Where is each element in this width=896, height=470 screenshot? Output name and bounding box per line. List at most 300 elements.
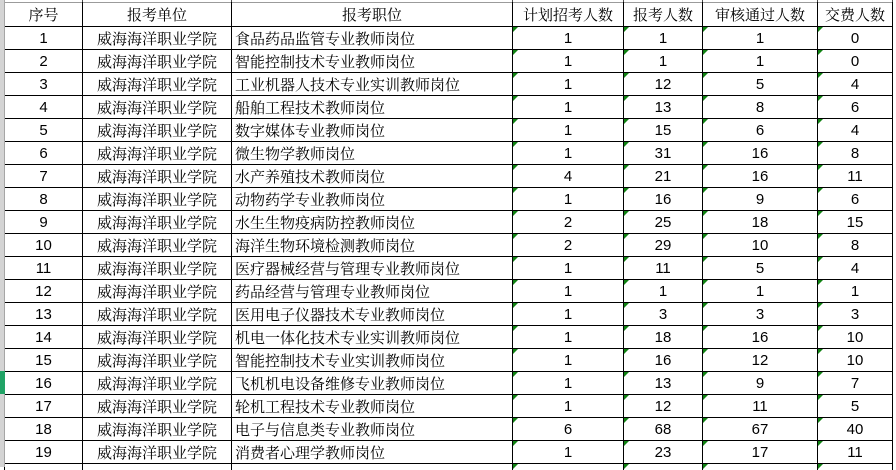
cell-text: 3 xyxy=(39,75,48,93)
cell-planned[interactable] xyxy=(513,73,624,96)
number-stored-as-text-indicator-icon xyxy=(513,257,518,262)
number-stored-as-text-indicator-icon xyxy=(624,280,629,285)
cell-unit[interactable] xyxy=(83,188,232,211)
number-stored-as-text-indicator-icon xyxy=(818,119,823,124)
cell-text: 1 xyxy=(850,282,860,300)
cell-applied[interactable] xyxy=(624,257,703,280)
table-row xyxy=(5,418,893,441)
cell-text: 9 xyxy=(755,374,765,392)
number-stored-as-text-indicator-icon xyxy=(703,418,708,423)
cell-text: 1 xyxy=(563,328,573,346)
cell-text: 1 xyxy=(563,190,573,208)
cell-position[interactable] xyxy=(232,142,513,165)
number-stored-as-text-indicator-icon xyxy=(818,441,823,446)
cell-position[interactable] xyxy=(232,441,513,464)
cell-position[interactable] xyxy=(232,165,513,188)
cell-paid[interactable] xyxy=(818,27,893,50)
cell-text: 10 xyxy=(846,328,864,346)
cell-planned[interactable] xyxy=(513,441,624,464)
cell-approved[interactable] xyxy=(703,165,818,188)
cell-text: 电子与信息类专业教师岗位 xyxy=(235,421,416,439)
cell-unit[interactable] xyxy=(83,303,232,326)
table-row xyxy=(5,303,893,326)
cell-text: 威海海洋职业学院 xyxy=(96,283,217,301)
cell-unit[interactable] xyxy=(83,326,232,349)
cell-approved[interactable] xyxy=(703,280,818,303)
cell-seq[interactable] xyxy=(5,96,83,119)
cell-text: 10 xyxy=(751,236,769,254)
cell-planned[interactable] xyxy=(513,96,624,119)
number-stored-as-text-indicator-icon xyxy=(703,395,708,400)
table-row xyxy=(5,211,893,234)
cell-text: 0 xyxy=(850,29,860,47)
cell-text: 数字媒体专业教师岗位 xyxy=(235,122,386,140)
cell-text: 16 xyxy=(654,190,672,208)
cell-applied[interactable] xyxy=(624,188,703,211)
cell-unit[interactable] xyxy=(83,50,232,73)
cell-planned[interactable] xyxy=(513,418,624,441)
table-body xyxy=(5,27,893,470)
cell-text: 9 xyxy=(755,190,765,208)
cell-text: 5 xyxy=(755,259,765,277)
cell-text: 8 xyxy=(850,144,860,162)
cell-text: 食品药品监管专业教师岗位 xyxy=(235,30,416,48)
cell-approved[interactable] xyxy=(703,96,818,119)
cell-text: 8 xyxy=(39,190,48,208)
cell-applied[interactable] xyxy=(624,73,703,96)
cell-unit[interactable] xyxy=(83,119,232,142)
cell-applied[interactable] xyxy=(624,280,703,303)
number-stored-as-text-indicator-icon xyxy=(624,165,629,170)
cell-planned[interactable] xyxy=(513,395,624,418)
cell-position[interactable] xyxy=(232,27,513,50)
cell-text: 13 xyxy=(35,305,52,323)
cell-seq[interactable] xyxy=(5,303,83,326)
number-stored-as-text-indicator-icon xyxy=(818,234,823,239)
cell-text: 1 xyxy=(563,121,573,139)
number-stored-as-text-indicator-icon xyxy=(513,211,518,216)
gridline-tick xyxy=(82,0,83,2)
gridline-tick xyxy=(512,0,513,2)
cell-text: 7 xyxy=(850,374,860,392)
gridline-tick xyxy=(702,0,703,2)
number-stored-as-text-indicator-icon xyxy=(703,234,708,239)
cell-text: 12 xyxy=(751,351,769,369)
number-stored-as-text-indicator-icon xyxy=(703,27,708,32)
number-stored-as-text-indicator-icon xyxy=(818,73,823,78)
cell-text: 18 xyxy=(751,213,769,231)
cell-position[interactable] xyxy=(232,188,513,211)
number-stored-as-text-indicator-icon xyxy=(703,119,708,124)
cell-text: 威海海洋职业学院 xyxy=(96,329,217,347)
cell-paid[interactable] xyxy=(818,303,893,326)
number-stored-as-text-indicator-icon xyxy=(818,165,823,170)
cell-unit[interactable] xyxy=(83,27,232,50)
cell-text: 17 xyxy=(35,397,52,415)
cell-unit[interactable] xyxy=(83,142,232,165)
cell-text: 11 xyxy=(655,259,671,277)
cell-approved[interactable] xyxy=(703,326,818,349)
cell-text: 医疗器械经营与管理专业教师岗位 xyxy=(235,260,461,278)
cell-approved[interactable] xyxy=(703,142,818,165)
cell-applied[interactable] xyxy=(624,50,703,73)
cell-paid[interactable] xyxy=(818,418,893,441)
cell-text: 15 xyxy=(654,121,672,139)
cell-text: 威海海洋职业学院 xyxy=(96,260,217,278)
cell-paid[interactable] xyxy=(818,96,893,119)
cell-text: 16 xyxy=(35,374,52,392)
cell-text: 威海海洋职业学院 xyxy=(96,168,217,186)
cell-seq[interactable] xyxy=(5,372,83,395)
cell-seq[interactable] xyxy=(5,349,83,372)
row-header-strip xyxy=(0,0,5,467)
number-stored-as-text-indicator-icon xyxy=(624,119,629,124)
cell-approved[interactable] xyxy=(703,234,818,257)
number-stored-as-text-indicator-icon xyxy=(703,303,708,308)
cell-paid[interactable] xyxy=(818,50,893,73)
cell-paid[interactable] xyxy=(818,211,893,234)
cell-position[interactable] xyxy=(232,326,513,349)
cell-text: 1 xyxy=(39,29,48,47)
cell-approved[interactable] xyxy=(703,119,818,142)
cell-text: 4 xyxy=(850,75,860,93)
cell-text: 消费者心理学教师岗位 xyxy=(235,444,386,462)
cell-seq[interactable] xyxy=(5,27,83,50)
cell-text: 17 xyxy=(751,443,769,461)
number-stored-as-text-indicator-icon xyxy=(513,441,518,446)
cell-text: 飞机机电设备维修专业教师岗位 xyxy=(235,375,446,393)
number-stored-as-text-indicator-icon xyxy=(513,234,518,239)
number-stored-as-text-indicator-icon xyxy=(624,395,629,400)
number-stored-as-text-indicator-icon xyxy=(818,303,823,308)
cell-position[interactable] xyxy=(232,372,513,395)
cell-position[interactable] xyxy=(232,257,513,280)
cell-text: 19 xyxy=(35,443,52,461)
cell-applied[interactable] xyxy=(624,349,703,372)
cell-unit[interactable] xyxy=(83,96,232,119)
cell-text: 11 xyxy=(847,167,863,185)
cell-unit[interactable] xyxy=(83,372,232,395)
cell-applied[interactable] xyxy=(624,119,703,142)
cell-paid[interactable] xyxy=(818,257,893,280)
cell-planned[interactable] xyxy=(513,234,624,257)
cell-unit[interactable] xyxy=(83,349,232,372)
number-stored-as-text-indicator-icon xyxy=(513,119,518,124)
number-stored-as-text-indicator-icon xyxy=(703,211,708,216)
cell-position[interactable] xyxy=(232,303,513,326)
cell-planned[interactable] xyxy=(513,257,624,280)
cell-text: 6 xyxy=(850,98,860,116)
number-stored-as-text-indicator-icon xyxy=(513,142,518,147)
number-stored-as-text-indicator-icon xyxy=(624,73,629,78)
cell-paid[interactable] xyxy=(818,142,893,165)
cell-text: 1 xyxy=(658,282,668,300)
number-stored-as-text-indicator-icon xyxy=(624,96,629,101)
cell-approved[interactable] xyxy=(703,418,818,441)
cell-approved[interactable] xyxy=(703,27,818,50)
cell-unit[interactable] xyxy=(83,280,232,303)
table-row xyxy=(5,234,893,257)
cell-text: 31 xyxy=(654,144,672,162)
cell-applied[interactable] xyxy=(624,303,703,326)
cell-paid[interactable] xyxy=(818,119,893,142)
cell-text: 11 xyxy=(752,397,768,415)
number-stored-as-text-indicator-icon xyxy=(703,165,708,170)
cell-position[interactable] xyxy=(232,119,513,142)
cell-approved[interactable] xyxy=(703,395,818,418)
table-row xyxy=(5,50,893,73)
cell-text: 威海海洋职业学院 xyxy=(96,76,217,94)
cell-text: 4 xyxy=(563,167,573,185)
cell-text: 6 xyxy=(563,420,573,438)
cell-planned[interactable] xyxy=(513,27,624,50)
cell-text: 12 xyxy=(35,282,52,300)
number-stored-as-text-indicator-icon xyxy=(703,50,708,55)
cell-paid[interactable] xyxy=(818,326,893,349)
cell-planned[interactable] xyxy=(513,280,624,303)
cell-text: 25 xyxy=(654,213,672,231)
number-stored-as-text-indicator-icon xyxy=(818,280,823,285)
cell-text: 16 xyxy=(654,351,672,369)
column-header-position[interactable]: 报考职位 xyxy=(232,3,513,27)
cell-seq[interactable] xyxy=(5,50,83,73)
selected-row-indicator xyxy=(0,371,5,394)
cell-text: 船舶工程技术教师岗位 xyxy=(235,99,386,117)
cell-text: 10 xyxy=(35,236,52,254)
table-row xyxy=(5,27,893,50)
cell-unit[interactable] xyxy=(83,165,232,188)
cell-position[interactable] xyxy=(232,418,513,441)
number-stored-as-text-indicator-icon xyxy=(513,165,518,170)
cell-text: 4 xyxy=(850,121,860,139)
cell-paid[interactable] xyxy=(818,234,893,257)
cell-position[interactable] xyxy=(232,280,513,303)
cell-text: 威海海洋职业学院 xyxy=(96,352,217,370)
cell-text: 16 xyxy=(751,167,769,185)
cell-approved[interactable] xyxy=(703,441,818,464)
cell-text: 5 xyxy=(850,397,860,415)
cell-text: 13 xyxy=(654,98,672,116)
table-row xyxy=(5,96,893,119)
cell-position[interactable] xyxy=(232,73,513,96)
cell-paid[interactable] xyxy=(818,188,893,211)
cell-seq[interactable] xyxy=(5,395,83,418)
cell-approved[interactable] xyxy=(703,257,818,280)
cell-paid[interactable] xyxy=(818,395,893,418)
number-stored-as-text-indicator-icon xyxy=(513,349,518,354)
cell-applied[interactable] xyxy=(624,211,703,234)
cell-approved[interactable] xyxy=(703,73,818,96)
cell-paid[interactable] xyxy=(818,165,893,188)
cell-seq[interactable] xyxy=(5,257,83,280)
cell-text: 40 xyxy=(846,420,864,438)
column-header-seq[interactable]: 序号 xyxy=(5,3,83,27)
cell-text: 轮机工程技术专业教师岗位 xyxy=(235,398,416,416)
number-stored-as-text-indicator-icon xyxy=(703,96,708,101)
cell-applied[interactable] xyxy=(624,395,703,418)
gridline-tick xyxy=(892,0,893,2)
cell-planned[interactable] xyxy=(513,188,624,211)
cell-text: 医用电子仪器技术专业教师岗位 xyxy=(235,306,446,324)
cell-planned[interactable] xyxy=(513,165,624,188)
cell-text: 海洋生物环境检测教师岗位 xyxy=(235,237,416,255)
table-row xyxy=(5,73,893,96)
number-stored-as-text-indicator-icon xyxy=(513,280,518,285)
cell-planned[interactable] xyxy=(513,372,624,395)
cell-text: 3 xyxy=(658,305,668,323)
cell-text: 1 xyxy=(563,351,573,369)
number-stored-as-text-indicator-icon xyxy=(818,27,823,32)
cell-position[interactable] xyxy=(232,395,513,418)
cell-text: 动物药学专业教师岗位 xyxy=(235,191,386,209)
number-stored-as-text-indicator-icon xyxy=(624,257,629,262)
cell-text: 1 xyxy=(658,52,668,70)
cell-paid[interactable] xyxy=(818,372,893,395)
cell-text: 智能控制技术专业教师岗位 xyxy=(235,53,416,71)
cell-planned[interactable] xyxy=(513,303,624,326)
number-stored-as-text-indicator-icon xyxy=(818,142,823,147)
number-stored-as-text-indicator-icon xyxy=(818,418,823,423)
table-row xyxy=(5,188,893,211)
cell-text: 威海海洋职业学院 xyxy=(96,30,217,48)
cell-text: 1 xyxy=(563,52,573,70)
cell-planned[interactable] xyxy=(513,142,624,165)
cell-seq[interactable] xyxy=(5,165,83,188)
number-stored-as-text-indicator-icon xyxy=(818,211,823,216)
cell-planned[interactable] xyxy=(513,119,624,142)
cell-text: 7 xyxy=(39,167,48,185)
cell-position[interactable] xyxy=(232,50,513,73)
cell-text: 8 xyxy=(755,98,765,116)
cell-position[interactable] xyxy=(232,234,513,257)
cell-applied[interactable] xyxy=(624,165,703,188)
column-header-planned[interactable]: 计划招考人数 xyxy=(513,3,624,27)
cell-text: 15 xyxy=(35,351,52,369)
number-stored-as-text-indicator-icon xyxy=(624,303,629,308)
cell-planned[interactable] xyxy=(513,211,624,234)
cell-text: 5 xyxy=(39,121,48,139)
cell-approved[interactable] xyxy=(703,50,818,73)
cell-text: 药品经营与管理专业教师岗位 xyxy=(235,283,431,301)
cell-applied[interactable] xyxy=(624,142,703,165)
table-row xyxy=(5,349,893,372)
number-stored-as-text-indicator-icon xyxy=(624,234,629,239)
cell-planned[interactable] xyxy=(513,349,624,372)
number-stored-as-text-indicator-icon xyxy=(624,188,629,193)
cell-text: 3 xyxy=(755,305,765,323)
column-header-unit[interactable]: 报考单位 xyxy=(83,3,232,27)
number-stored-as-text-indicator-icon xyxy=(624,326,629,331)
cell-approved[interactable] xyxy=(703,349,818,372)
cell-seq[interactable] xyxy=(5,234,83,257)
cell-paid[interactable] xyxy=(818,441,893,464)
table-row xyxy=(5,165,893,188)
cell-unit[interactable] xyxy=(83,418,232,441)
cell-applied[interactable] xyxy=(624,418,703,441)
cell-seq[interactable] xyxy=(5,326,83,349)
cell-position[interactable] xyxy=(232,349,513,372)
cell-text: 4 xyxy=(39,98,48,116)
cell-unit[interactable] xyxy=(83,73,232,96)
cell-text: 微生物学教师岗位 xyxy=(235,145,356,163)
column-header-approved[interactable]: 审核通过人数 xyxy=(703,3,818,27)
number-stored-as-text-indicator-icon xyxy=(703,280,708,285)
cell-text: 1 xyxy=(563,98,573,116)
cell-approved[interactable] xyxy=(703,303,818,326)
cell-text: 威海海洋职业学院 xyxy=(96,53,217,71)
cell-paid[interactable] xyxy=(818,73,893,96)
cell-approved[interactable] xyxy=(703,211,818,234)
cell-seq[interactable] xyxy=(5,119,83,142)
cell-text: 21 xyxy=(654,167,672,185)
cell-planned[interactable] xyxy=(513,50,624,73)
number-stored-as-text-indicator-icon xyxy=(624,27,629,32)
cell-position[interactable] xyxy=(232,96,513,119)
number-stored-as-text-indicator-icon xyxy=(818,395,823,400)
table-row xyxy=(5,257,893,280)
number-stored-as-text-indicator-icon xyxy=(703,188,708,193)
number-stored-as-text-indicator-icon xyxy=(818,50,823,55)
cell-text: 1 xyxy=(563,305,573,323)
cell-text: 威海海洋职业学院 xyxy=(96,444,217,462)
number-stored-as-text-indicator-icon xyxy=(513,27,518,32)
cell-seq[interactable] xyxy=(5,211,83,234)
cell-text: 威海海洋职业学院 xyxy=(96,145,217,163)
gridline-tick xyxy=(817,0,818,2)
cell-text: 6 xyxy=(850,190,860,208)
cell-text: 威海海洋职业学院 xyxy=(96,375,217,393)
cell-approved[interactable] xyxy=(703,188,818,211)
cell-unit[interactable] xyxy=(83,257,232,280)
cell-seq[interactable] xyxy=(5,441,83,464)
number-stored-as-text-indicator-icon xyxy=(818,188,823,193)
cell-text: 2 xyxy=(563,213,573,231)
cell-position[interactable] xyxy=(232,211,513,234)
cell-unit[interactable] xyxy=(83,234,232,257)
cell-seq[interactable] xyxy=(5,280,83,303)
cell-text: 2 xyxy=(563,236,573,254)
cell-applied[interactable] xyxy=(624,372,703,395)
cell-approved[interactable] xyxy=(703,372,818,395)
cell-seq[interactable] xyxy=(5,142,83,165)
cell-seq[interactable] xyxy=(5,418,83,441)
cell-applied[interactable] xyxy=(624,326,703,349)
cell-text: 29 xyxy=(654,236,672,254)
cell-applied[interactable] xyxy=(624,96,703,119)
table-row xyxy=(5,326,893,349)
cell-applied[interactable] xyxy=(624,441,703,464)
cell-planned[interactable] xyxy=(513,326,624,349)
cell-seq[interactable] xyxy=(5,73,83,96)
column-header-paid[interactable]: 交费人数 xyxy=(818,3,893,27)
number-stored-as-text-indicator-icon xyxy=(703,349,708,354)
number-stored-as-text-indicator-icon xyxy=(703,142,708,147)
cell-text: 14 xyxy=(35,328,52,346)
number-stored-as-text-indicator-icon xyxy=(624,372,629,377)
number-stored-as-text-indicator-icon xyxy=(513,395,518,400)
cell-paid[interactable] xyxy=(818,349,893,372)
column-header-applied[interactable]: 报考人数 xyxy=(624,3,703,27)
cell-unit[interactable] xyxy=(83,211,232,234)
cell-unit[interactable] xyxy=(83,395,232,418)
cell-text: 1 xyxy=(563,397,573,415)
cell-applied[interactable] xyxy=(624,234,703,257)
cell-text: 威海海洋职业学院 xyxy=(96,99,217,117)
cell-seq[interactable] xyxy=(5,188,83,211)
cell-applied[interactable] xyxy=(624,27,703,50)
cell-paid[interactable] xyxy=(818,280,893,303)
cell-unit[interactable] xyxy=(83,441,232,464)
